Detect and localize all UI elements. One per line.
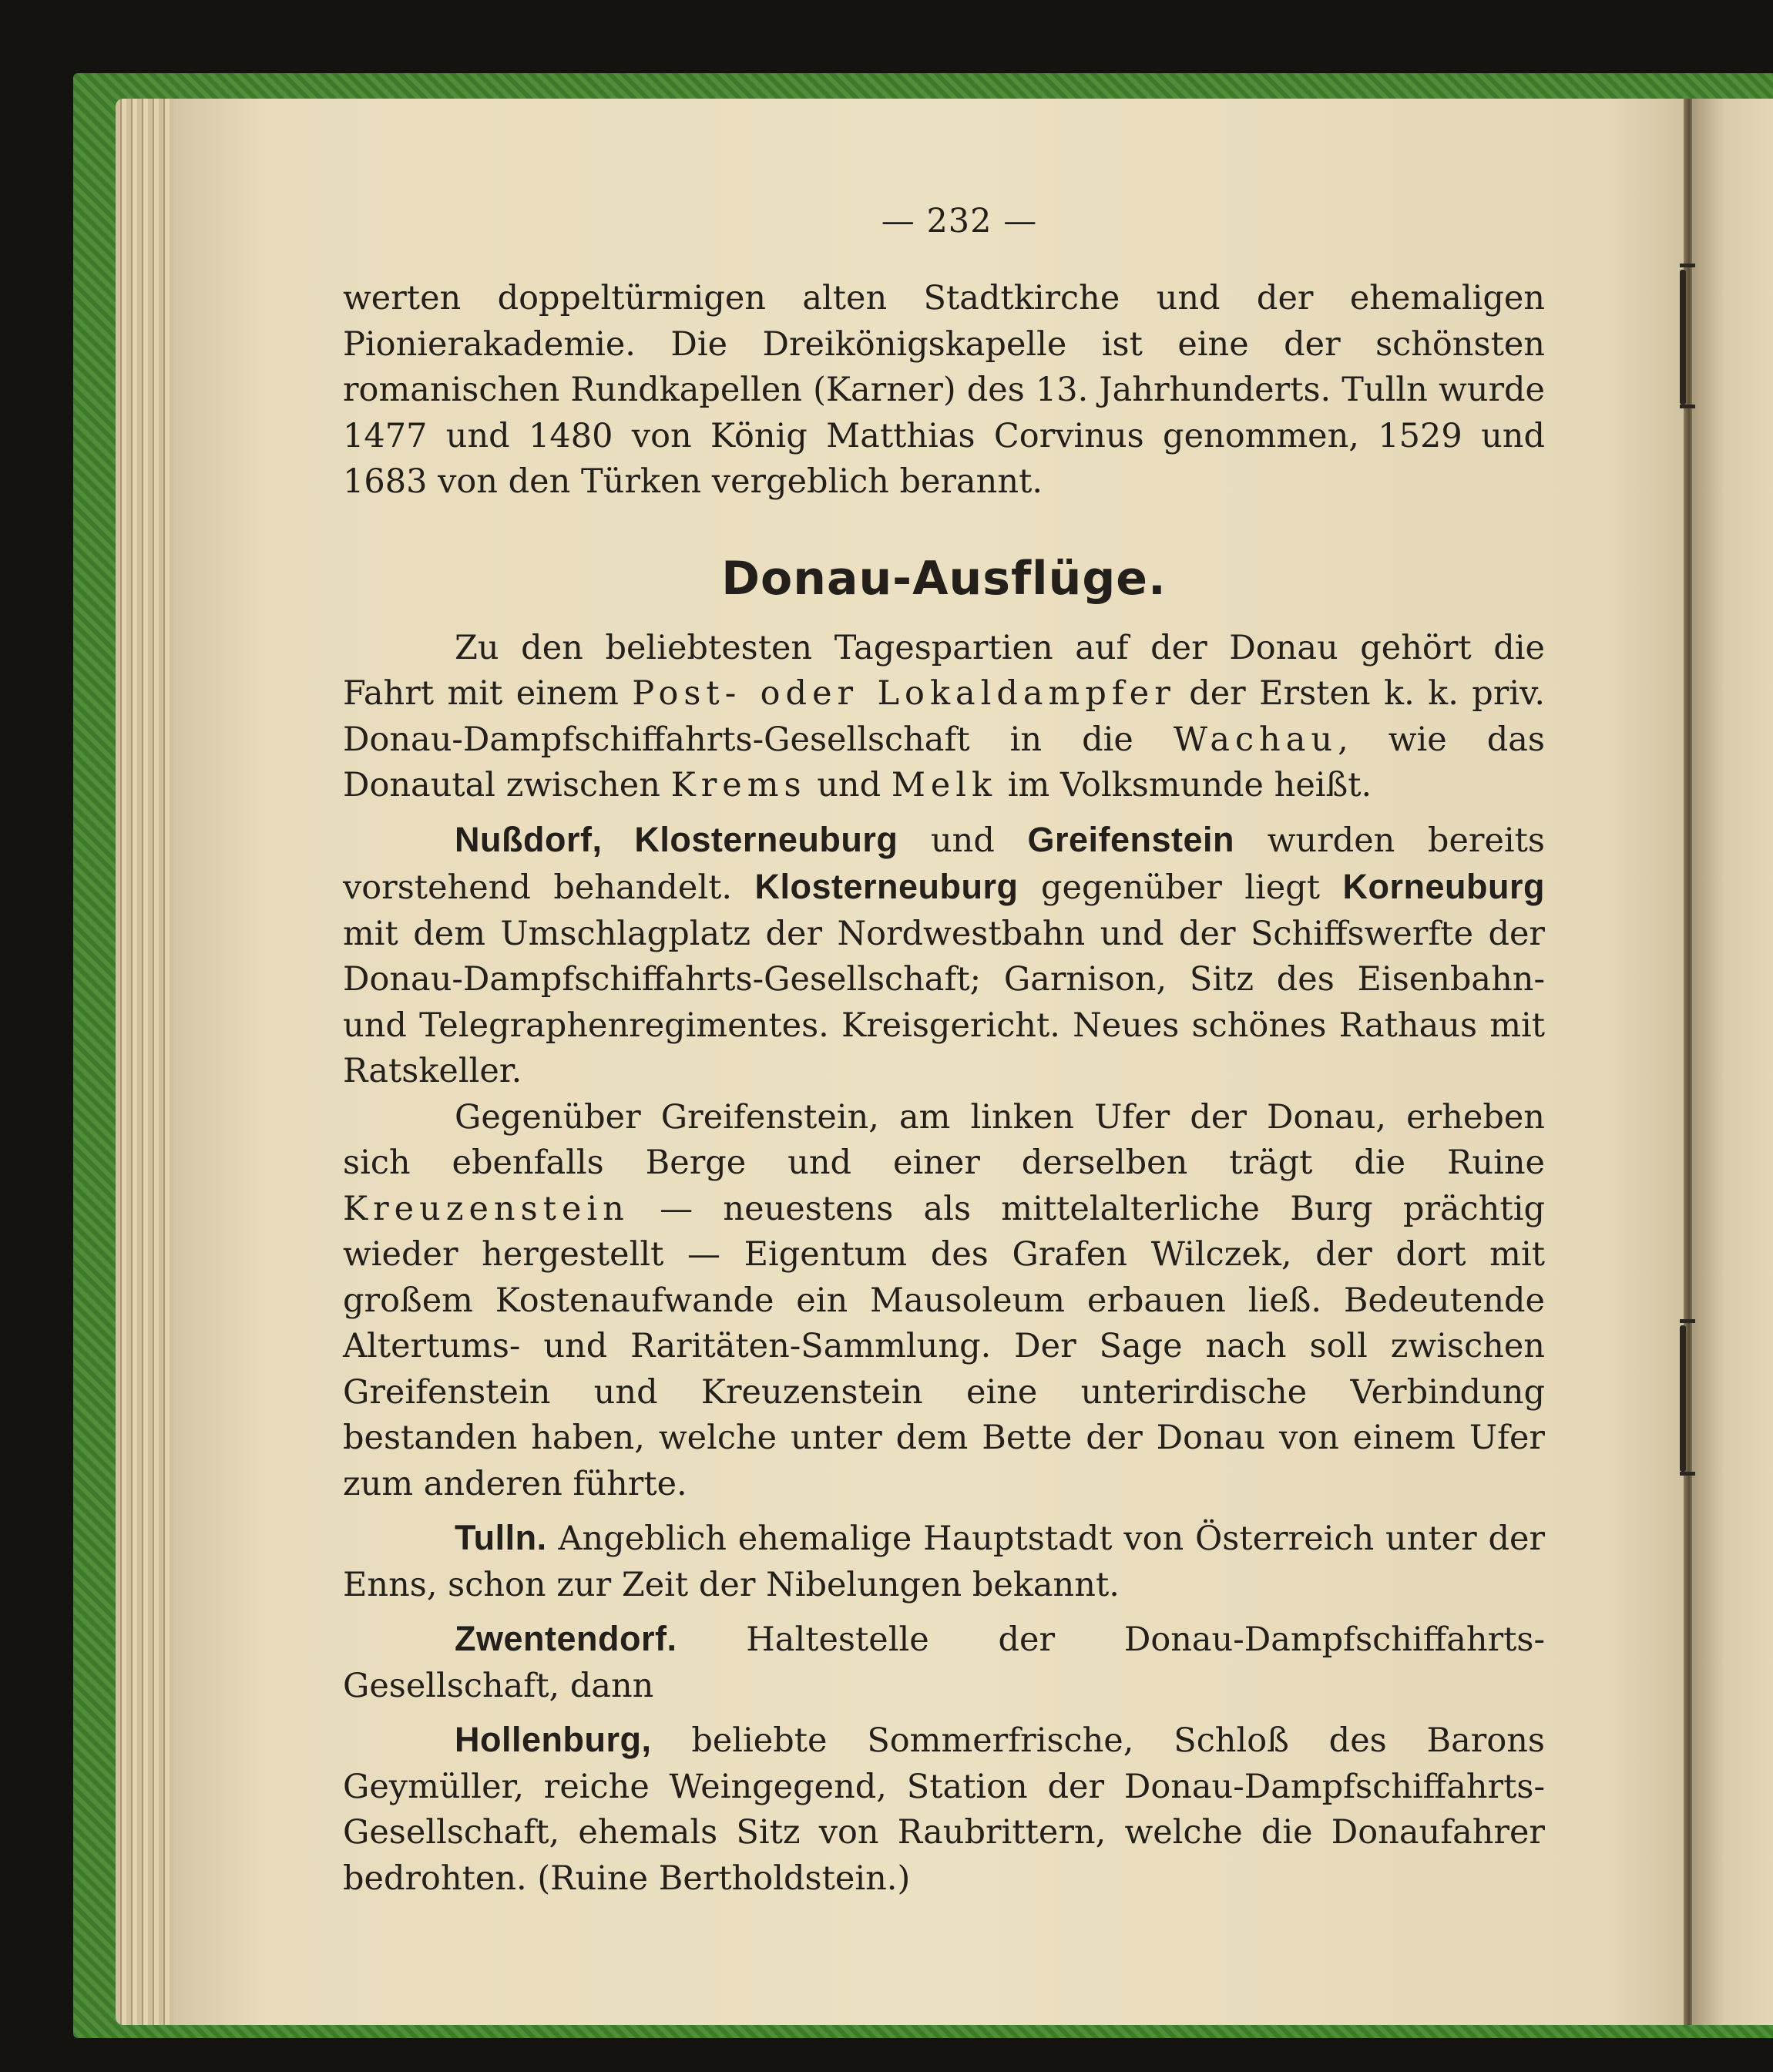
paragraph-zwentendorf: Zwentendorf. Haltestelle der Donau-Dampfschiffahrts-Gesellschaft, dann xyxy=(343,1619,1545,1705)
bookmark-tick xyxy=(1680,1472,1695,1476)
paragraph-kreuzenstein: Gegenüber Greifenstein, am linken Ufer der Donau, erheben sich ebenfalls Berge und einer derselben trägt die Ruine Kreuzenstein — neuestens als mittelalterliche Burg prächtig wieder hergestellt — Eigentum des Grafen Wilczek, der dort mit großem Kostenaufwande ein Mausoleum erbauen ließ. Bedeutende Altertums- und Raritäten-Sammlung. Der Sage nach soll zwischen Greifenstein und Kreuzenstein eine unterirdische Verbindung bestanden haben, welche unter dem Bette der Donau von einem Ufer zum anderen führte. xyxy=(343,1097,1545,1503)
place-name: Tulln. xyxy=(455,1518,547,1557)
paragraph-korneuburg: Nußdorf, Klosterneuburg und Greifenstein wurden bereits vorstehend behandelt. Klosterneuburg gegenüber liegt Korneuburg mit dem Umschlagplatz der Nordwestbahn und der Schiffswerfte der Donau-Dampfschiffahrts-Gesellschaft; Garnison, Sitz des Eisenbahn- und Telegraphenregimentes. Kreisgericht. Neues schönes Rathaus mit Ratskeller. xyxy=(343,819,1545,1090)
place-name: Korneuburg xyxy=(1342,867,1545,906)
section-heading: Donau-Ausflüge. xyxy=(721,551,1167,606)
place-name: Hollenburg, xyxy=(455,1720,652,1759)
bookmark-strip-bottom xyxy=(1680,1325,1686,1472)
spaced-text: Melk xyxy=(891,766,998,804)
facing-page-edge xyxy=(1692,99,1773,2025)
spaced-text: Krems xyxy=(670,766,807,804)
paragraph-hollenburg: Hollenburg, beliebte Sommerfrische, Schloß des Barons Geymüller, reiche Weingegend, Station der Donau-Dampfschiffahrts-Gesellschaft, ehemals Sitz von Raubrittern, welche die Donaufahrer bedrohten. (Ruine Bertholdstein.) xyxy=(343,1720,1545,1898)
bookmark-strip-top xyxy=(1680,270,1686,405)
paragraph-tulln-history: werten doppeltürmigen alten Stadtkirche und der ehemaligen Pionierakademie. Die Dreikönigskapelle ist eine der schönsten romanischen Rundkapellen (Karner) des 13. Jahrhunderts. Tulln wurde 1477 und 1480 von König Matthias Corvinus genommen, 1529 und 1683 von den Türken vergeblich berannt. xyxy=(343,279,1545,501)
spaced-text: Post- oder Lokaldampfer xyxy=(632,674,1176,713)
bookmark-tick xyxy=(1680,405,1695,408)
place-name: Zwentendorf. xyxy=(455,1619,677,1658)
bookmark-tick xyxy=(1680,1319,1695,1323)
spaced-text: Wachau xyxy=(1173,720,1338,759)
place-name: Nußdorf, Klosterneuburg xyxy=(455,819,898,859)
place-name: Greifenstein xyxy=(1027,819,1235,859)
paragraph-donau-intro: Zu den beliebtesten Tagespartien auf der Donau gehört die Fahrt mit einem Post- oder Lokaldampfer der Ersten k. k. priv. Donau-Dampfschiffahrts-Gesellschaft in die Wachau, wie das Donautal zwischen Krems und Melk im Volksmunde heißt. xyxy=(343,628,1545,804)
spaced-text: Kreuzenstein xyxy=(343,1189,630,1228)
bookmark-tick xyxy=(1680,264,1695,267)
page-number: — 232 — xyxy=(881,202,1038,240)
page-text xyxy=(343,202,1545,1902)
place-name: Klosterneuburg xyxy=(754,867,1019,906)
paragraph-tulln: Tulln. Angeblich ehemalige Hauptstadt von Österreich unter der Enns, schon zur Zeit der Nibelungen bekannt. xyxy=(343,1518,1545,1604)
